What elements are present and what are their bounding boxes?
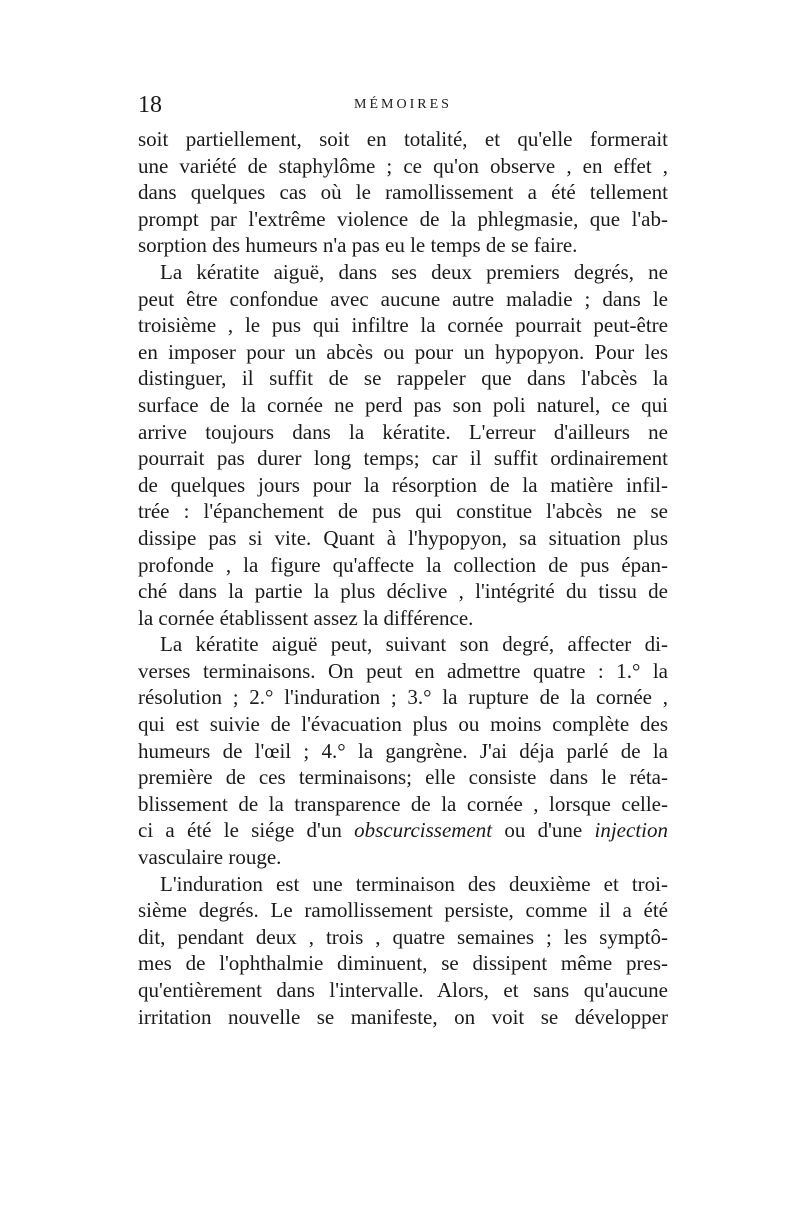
- text-line: prompt par l'extrême violence de la phlegmasie, que l'ab-: [138, 206, 668, 231]
- text-line: sorption des humeurs n'a pas eu le temps de se faire.: [138, 233, 578, 258]
- text-line: première de ces terminaisons; elle consiste dans le réta-: [138, 765, 668, 790]
- page-number: 18: [138, 92, 162, 118]
- italic-term: injection: [594, 818, 668, 843]
- text-line: peut être confondue avec aucune autre maladie ; dans le: [138, 286, 668, 311]
- page-header: [138, 92, 668, 122]
- text-line: dit, pendant deux , trois , quatre semaines ; les symptô-: [138, 924, 668, 949]
- text-line: distinguer, il suffit de se rappeler que dans l'abcès la: [138, 366, 668, 391]
- text-line: humeurs de l'œil ; 4.° la gangrène. J'ai déja parlé de la: [138, 738, 668, 763]
- text-span: ou d'une: [492, 818, 595, 843]
- text-line: qui est suivie de l'évacuation plus ou moins complète des: [138, 712, 668, 737]
- text-line: ché dans la partie la plus déclive , l'intégrité du tissu de: [138, 579, 668, 604]
- text-line: surface de la cornée ne perd pas son poli naturel, ce qui: [138, 392, 668, 417]
- text-line: de quelques jours pour la résorption de la matière infil-: [138, 472, 668, 497]
- text-line: pourrait pas durer long temps; car il suffit ordinairement: [138, 446, 668, 471]
- text-line: résolution ; 2.° l'induration ; 3.° la rupture de la cornée ,: [138, 685, 668, 710]
- text-line: arrive toujours dans la kératite. L'erreur d'ailleurs ne: [138, 419, 668, 444]
- running-title: MÉMOIRES: [354, 97, 452, 112]
- text-line: la cornée établissent assez la différence.: [138, 605, 474, 630]
- text-line: La kératite aiguë, dans ses deux premiers degrés, ne: [160, 259, 668, 284]
- text-line: vasculaire rouge.: [138, 845, 282, 870]
- text-line: L'induration est une terminaison des deuxième et troi-: [160, 871, 668, 896]
- text-line: dans quelques cas où le ramollissement a été tellement: [138, 180, 668, 205]
- text-line: irritation nouvelle se manifeste, on voit se développer: [138, 1004, 668, 1029]
- text-line: La kératite aiguë peut, suivant son degré, affecter di-: [160, 632, 668, 657]
- text-span: ci a été le siége d'un: [138, 818, 355, 843]
- text-line: en imposer pour un abcès ou pour un hypopyon. Pour les: [138, 339, 668, 364]
- text-line: sième degrés. Le ramollissement persiste, comme il a été: [138, 898, 668, 923]
- text-line: blissement de la transparence de la cornée , lorsque celle-: [138, 791, 668, 816]
- text-line: soit partiellement, soit en totalité, et qu'elle formerait: [138, 127, 668, 151]
- text-line-with-italics: [138, 817, 668, 844]
- text-line: troisième , le pus qui infiltre la cornée pourrait peut-être: [138, 313, 668, 338]
- text-line: mes de l'ophthalmie diminuent, se dissipent même pres-: [138, 951, 668, 976]
- text-line: verses terminaisons. On peut en admettre quatre : 1.° la: [138, 658, 668, 683]
- body-text: [138, 126, 668, 1030]
- text-line: dissipe pas si vite. Quant à l'hypopyon, sa situation plus: [138, 525, 668, 550]
- text-line: une variété de staphylôme ; ce qu'on observe , en effet ,: [138, 153, 668, 178]
- text-line: profonde , la figure qu'affecte la collection de pus épan-: [138, 552, 668, 577]
- italic-term: obscurcissement: [354, 818, 493, 843]
- text-line: trée : l'épanchement de pus qui constitue l'abcès ne se: [138, 499, 668, 524]
- text-line: qu'entièrement dans l'intervalle. Alors, et sans qu'aucune: [138, 978, 668, 1002]
